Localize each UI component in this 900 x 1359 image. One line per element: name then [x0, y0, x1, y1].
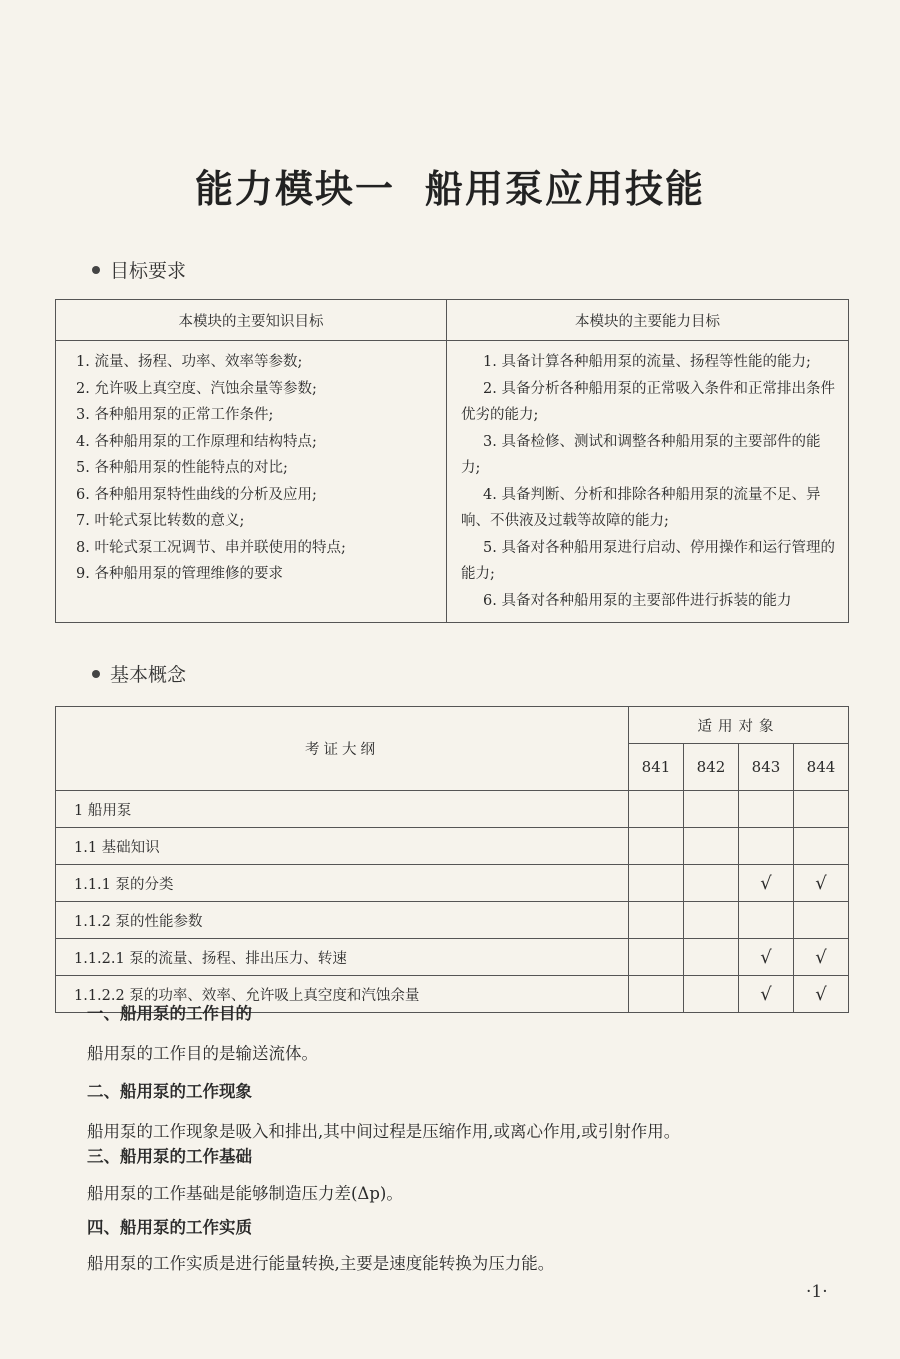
- code-header: 844: [794, 744, 849, 791]
- topic-cell: 1.1.2 泵的性能参数: [56, 902, 629, 939]
- check-cell: [629, 791, 684, 828]
- check-mark-icon: √: [794, 865, 849, 902]
- knowledge-item: 2. 允许吸上真空度、汽蚀余量等参数;: [76, 380, 317, 397]
- paragraph-heading-essence: 四、船用泵的工作实质: [87, 1218, 252, 1237]
- check-cell: [739, 791, 794, 828]
- check-cell: [794, 828, 849, 865]
- module-label: 能力模块一: [194, 167, 395, 211]
- ability-item: 4. 具备判断、分析和排除各种船用泵的流量不足、异响、不供液及过载等故障的能力;: [461, 486, 821, 529]
- table-row: [56, 865, 849, 902]
- check-cell: [739, 902, 794, 939]
- concepts-heading: [92, 660, 186, 687]
- ability-item: 1. 具备计算各种船用泵的流量、扬程等性能的能力;: [483, 354, 811, 370]
- ability-item: 6. 具备对各种船用泵的主要部件进行拆装的能力: [483, 592, 792, 609]
- topic-cell: 1 船用泵: [56, 791, 629, 828]
- ability-goals-cell: [447, 341, 849, 623]
- topic-cell: 1.1.1 泵的分类: [56, 865, 629, 902]
- check-cell: [684, 976, 739, 1013]
- module-name: 船用泵应用技能: [425, 167, 706, 211]
- goals-table: [55, 299, 849, 623]
- table-row: [56, 791, 849, 828]
- syllabus-table: [55, 706, 849, 1013]
- check-cell: [794, 791, 849, 828]
- knowledge-item: 7. 叶轮式泵比转数的意义;: [76, 513, 245, 529]
- check-cell: [684, 828, 739, 865]
- check-mark-icon: √: [794, 939, 849, 976]
- paragraph-text-phenomenon: 船用泵的工作现象是吸入和排出,其中间过程是压缩作用,或离心作用,或引射作用。: [87, 1122, 681, 1141]
- paragraph-text-basis: 船用泵的工作基础是能够制造压力差(Δp)。: [87, 1184, 403, 1203]
- goals-heading: [92, 256, 186, 283]
- code-header: 843: [739, 744, 794, 791]
- paragraph-text-essence: 船用泵的工作实质是进行能量转换,主要是速度能转换为压力能。: [87, 1254, 555, 1273]
- ability-item: 3. 具备检修、测试和调整各种船用泵的主要部件的能力;: [461, 433, 821, 476]
- code-header: 842: [684, 744, 739, 791]
- knowledge-item: 4. 各种船用泵的工作原理和结构特点;: [76, 433, 317, 450]
- code-header: 841: [629, 744, 684, 791]
- paragraph-text-purpose: 船用泵的工作目的是输送流体。: [87, 1044, 318, 1063]
- knowledge-item: 1. 流量、扬程、功率、效率等参数;: [76, 354, 303, 370]
- check-mark-icon: √: [739, 976, 794, 1013]
- page-number: ·1·: [806, 1282, 828, 1302]
- check-cell: [684, 902, 739, 939]
- knowledge-item: 5. 各种船用泵的性能特点的对比;: [76, 460, 288, 476]
- goals-heading-text: 目标要求: [110, 260, 187, 282]
- bullet-icon: [92, 266, 100, 274]
- concepts-heading-text: 基本概念: [110, 664, 187, 686]
- knowledge-goals-header: 本模块的主要知识目标: [56, 300, 447, 341]
- ability-goals-header: 本模块的主要能力目标: [447, 300, 849, 341]
- knowledge-item: 3. 各种船用泵的正常工作条件;: [76, 407, 274, 423]
- check-cell: [629, 976, 684, 1013]
- paragraph-heading-purpose: 一、船用泵的工作目的: [87, 1004, 252, 1023]
- check-cell: [629, 902, 684, 939]
- check-mark-icon: √: [794, 976, 849, 1013]
- check-cell: [684, 865, 739, 902]
- paragraph-heading-phenomenon: 二、船用泵的工作现象: [87, 1082, 252, 1101]
- ability-item: 2. 具备分析各种船用泵的正常吸入条件和正常排出条件优劣的能力;: [461, 380, 835, 423]
- ability-item: 5. 具备对各种船用泵进行启动、停用操作和运行管理的能力;: [461, 539, 835, 582]
- topic-cell: 1.1.2.1 泵的流量、扬程、排出压力、转速: [56, 939, 629, 976]
- topic-cell: 1.1.2.2 泵的功率、效率、允许吸上真空度和汽蚀余量: [56, 976, 629, 1013]
- paragraph-heading-basis: 三、船用泵的工作基础: [87, 1147, 252, 1166]
- knowledge-goals-cell: [56, 341, 447, 623]
- knowledge-item: 9. 各种船用泵的管理维修的要求: [76, 566, 283, 582]
- check-cell: [684, 791, 739, 828]
- check-cell: [629, 865, 684, 902]
- page-title: [0, 158, 900, 213]
- syllabus-header: 考证大纲: [56, 707, 629, 791]
- knowledge-item: 6. 各种船用泵特性曲线的分析及应用;: [76, 486, 317, 503]
- check-cell: [629, 828, 684, 865]
- check-cell: [684, 939, 739, 976]
- check-cell: [629, 939, 684, 976]
- table-row: [56, 828, 849, 865]
- knowledge-item: 8. 叶轮式泵工况调节、串并联使用的特点;: [76, 539, 346, 556]
- table-row: [56, 902, 849, 939]
- check-cell: [794, 902, 849, 939]
- topic-cell: 1.1 基础知识: [56, 828, 629, 865]
- check-cell: [739, 828, 794, 865]
- check-mark-icon: √: [739, 939, 794, 976]
- check-mark-icon: √: [739, 865, 794, 902]
- table-row: [56, 939, 849, 976]
- applicable-header: 适用对象: [629, 707, 849, 744]
- bullet-icon: [92, 670, 100, 678]
